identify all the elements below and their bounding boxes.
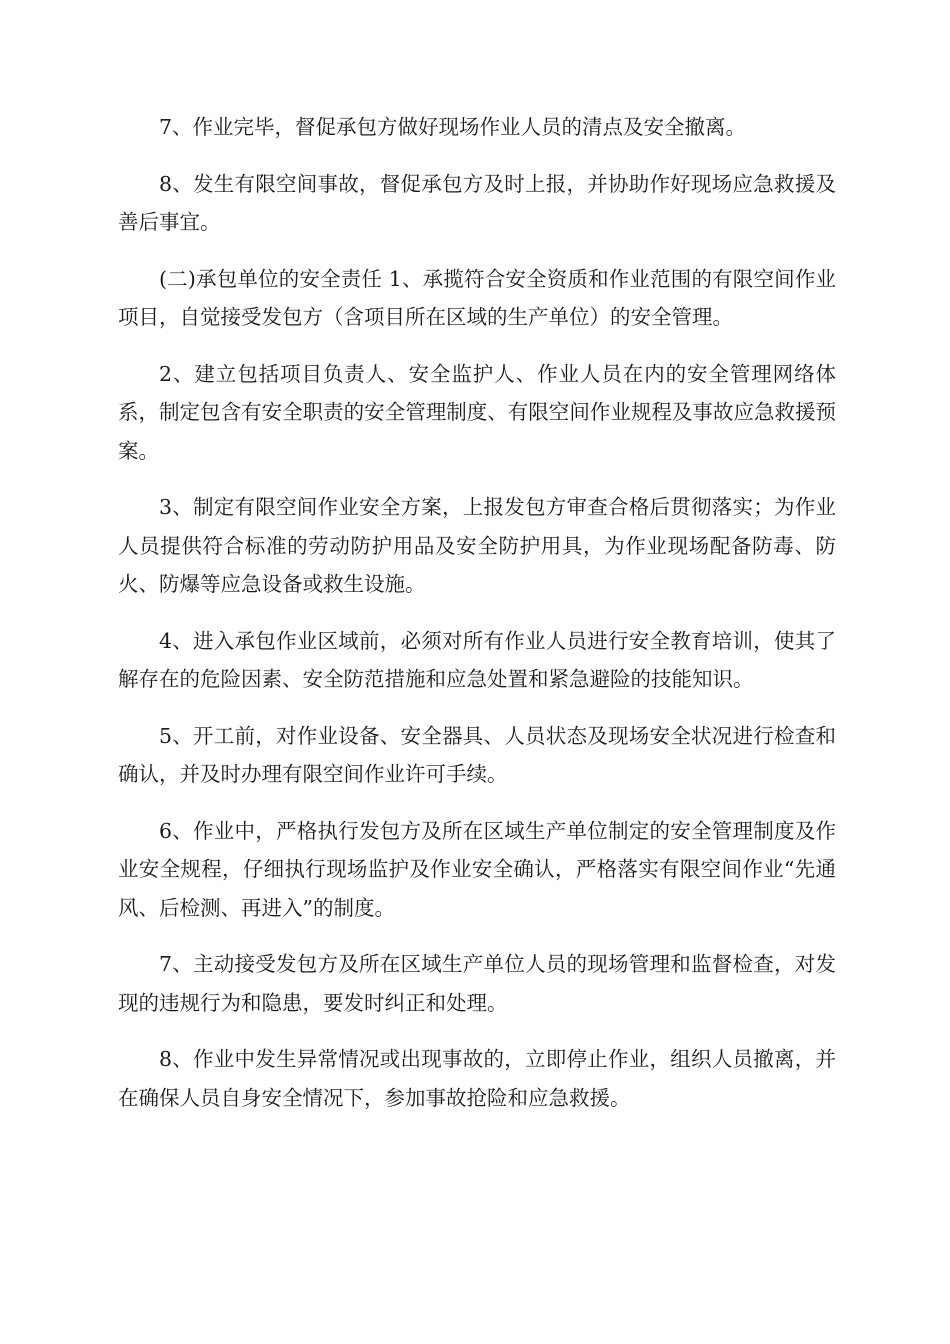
document-body <box>118 108 836 1135</box>
paragraph-item-7-supervise-evacuation: 7、作业完毕，督促承包方做好现场作业人员的清点及安全撤离。 <box>159 115 747 139</box>
paragraph-item-7-accept-supervision: 7、主动接受发包方及所在区域生产单位人员的现场管理和监督检查，对发现的违规行为和隐患，要发时纠正和处理。 <box>118 952 836 1015</box>
paragraph-item-6-during-work: 6、作业中，严格执行发包方及所在区域生产单位制定的安全管理制度及作业安全规程，仔细执行现场监护及作业安全确认，严格落实有限空间作业“先通风、后检测、再进入”的制度。 <box>118 818 836 920</box>
paragraph-item-4-safety-training: 4、进入承包作业区域前，必须对所有作业人员进行安全教育培训，使其了解存在的危险因素、安全防范措施和应急处置和紧急避险的技能知识。 <box>118 628 836 691</box>
paragraph-item-8-accident-report: 8、发生有限空间事故，督促承包方及时上报，并协助作好现场应急救援及善后事宜。 <box>118 171 836 234</box>
paragraph-item-5-pre-work-check: 5、开工前，对作业设备、安全器具、人员状态及现场安全状况进行检查和确认，并及时办理有限空间作业许可手续。 <box>118 723 836 786</box>
paragraph-item-2-management-system: 2、建立包括项目负责人、安全监护人、作业人员在内的安全管理网络体系，制定包含有安全职责的安全管理制度、有限空间作业规程及事故应急救援预案。 <box>118 361 836 463</box>
paragraph-item-8-emergency-stop: 8、作业中发生异常情况或出现事故的，立即停止作业，组织人员撤离，并在确保人员自身安全情况下，参加事故抢险和应急救援。 <box>118 1047 836 1110</box>
paragraph-item-3-safety-plan: 3、制定有限空间作业安全方案，上报发包方审查合格后贯彻落实；为作业人员提供符合标准的劳动防护用品及安全防护用具，为作业现场配备防毒、防火、防爆等应急设备或救生设施。 <box>118 495 836 596</box>
paragraph-section-2-contractor-responsibility: (二)承包单位的安全责任 1、承揽符合安全资质和作业范围的有限空间作业项目，自觉接受发包方（含项目所在区域的生产单位）的安全管理。 <box>118 266 836 329</box>
